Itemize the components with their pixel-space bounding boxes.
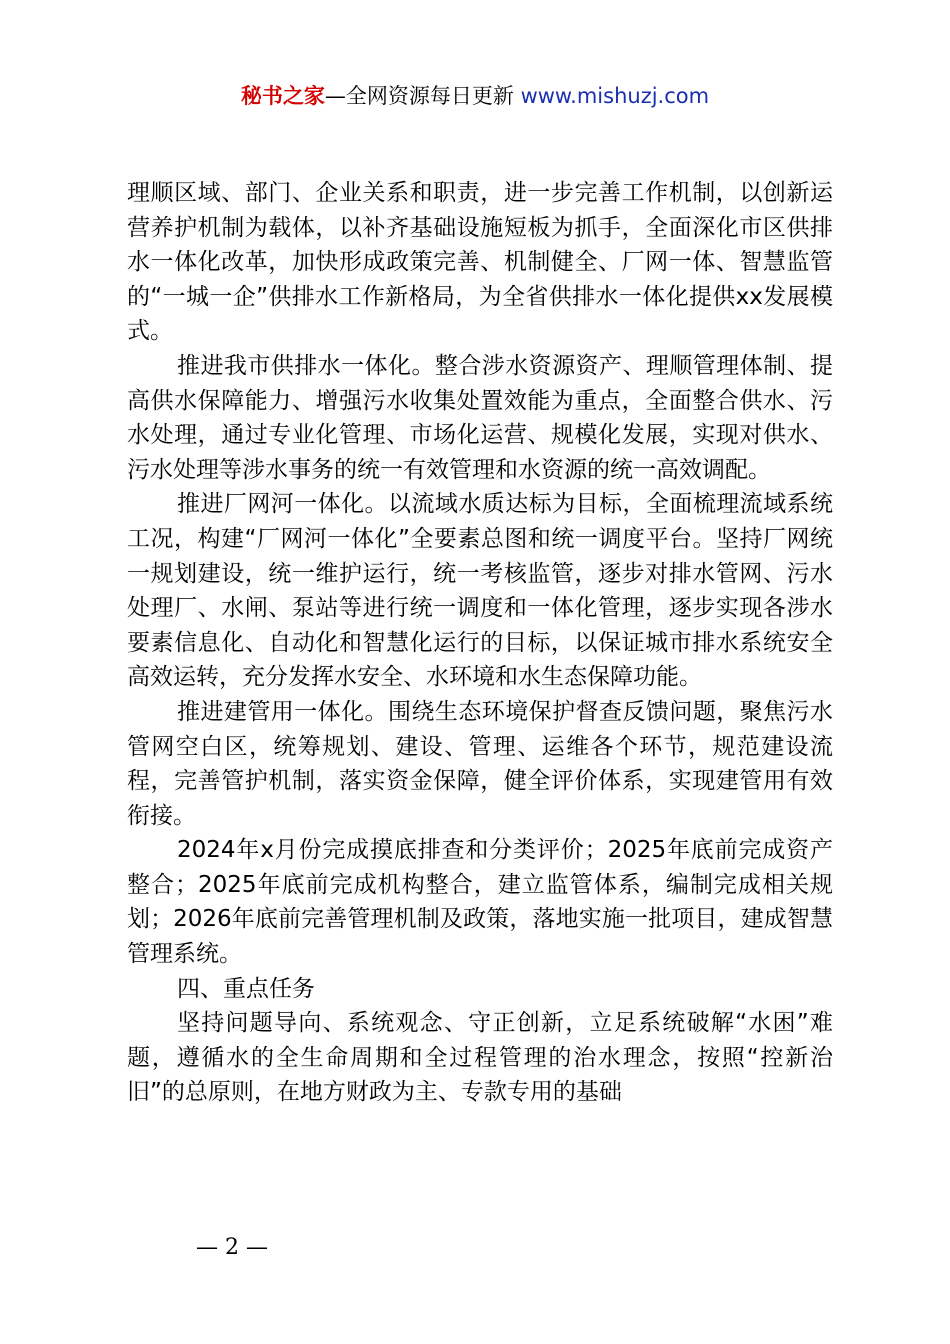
site-tagline: —全网资源每日更新	[324, 84, 514, 108]
paragraph: 2024年x月份完成摸底排查和分类评价；2025年底前完成资产整合；2025年底前完成机构整合，建立监管体系，编制完成相关规划；2026年底前完善管理机制及政策，落地实施一批项目，建成智慧管理系统。	[127, 837, 833, 968]
document-body	[127, 176, 833, 1110]
paragraph: 坚持问题导向、系统观念、守正创新，立足系统破解“水困”难题，遵循水的全生命周期和全过程管理的治水理念，按照“控新治旧”的总原则，在地方财政为主、专款专用的基础	[127, 1010, 833, 1106]
paragraph: 理顺区域、部门、企业关系和职责，进一步完善工作机制，以创新运营养护机制为载体，以补齐基础设施短板为抓手，全面深化市区供排水一体化改革，加快形成政策完善、机制健全、厂网一体、智慧监管的“一城一企”供排水工作新格局，为全省供排水一体化提供xx发展模式。	[127, 180, 833, 345]
section-heading: 四、重点任务	[177, 975, 315, 1002]
site-brand: 秘书之家	[240, 84, 325, 108]
site-url-link[interactable]: www.mishuzj.com	[520, 84, 710, 108]
page-number: — 2 —	[196, 1235, 268, 1260]
paragraph: 推进我市供排水一体化。整合涉水资源资产、理顺管理体制、提高供水保障能力、增强污水收集处置效能为重点，全面整合供水、污水处理，通过专业化管理、市场化运营、规模化发展，实现对供水、污水处理等涉水事务的统一有效管理和水资源的统一高效调配。	[127, 352, 833, 483]
paragraph: 推进建管用一体化。围绕生态环境保护督查反馈问题，聚焦污水管网空白区，统筹规划、建设、管理、运维各个环节，规范建设流程，完善管护机制，落实资金保障，健全评价体系，实现建管用有效衔接。	[127, 698, 833, 829]
site-header	[0, 80, 950, 112]
paragraph: 推进厂网河一体化。以流域水质达标为目标，全面梳理流域系统工况，构建“厂网河一体化”全要素总图和统一调度平台。坚持厂网统一规划建设，统一维护运行，统一考核监管，逐步对排水管网、污水处理厂、水闸、泵站等进行统一调度和一体化管理，逐步实现各涉水要素信息化、自动化和智慧化运行的目标，以保证城市排水系统安全高效运转，充分发挥水安全、水环境和水生态保障功能。	[127, 491, 833, 691]
